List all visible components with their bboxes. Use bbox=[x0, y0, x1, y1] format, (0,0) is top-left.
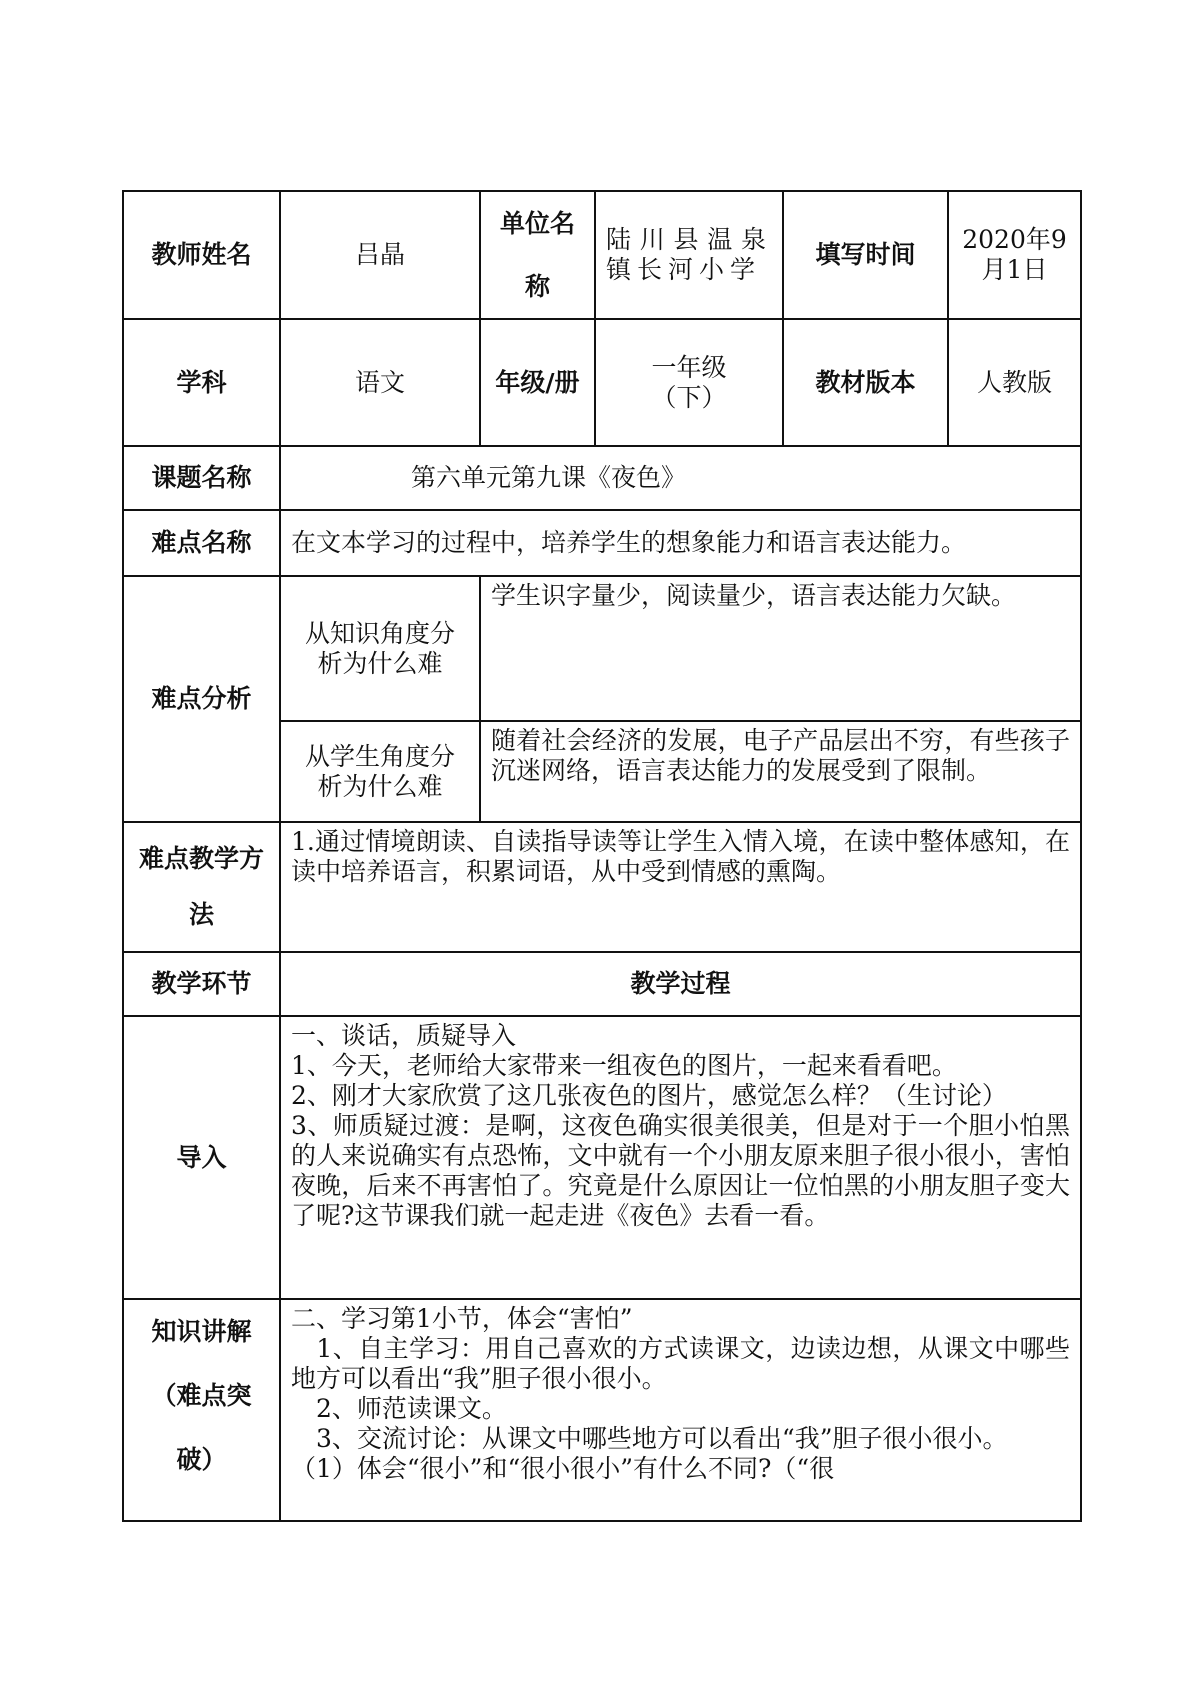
row-topic bbox=[123, 446, 1081, 510]
unit-name-value: 陆川县温泉镇长河小学 bbox=[595, 191, 783, 319]
knowledge-label-line-2: （难点突 bbox=[151, 1381, 252, 1410]
subject-label: 学科 bbox=[123, 319, 280, 446]
knowledge-line: 2、师范读课文。 bbox=[291, 1394, 507, 1423]
row-knowledge bbox=[123, 1299, 1081, 1521]
grade-value bbox=[595, 319, 783, 446]
student-angle-value: 随着社会经济的发展，电子产品层出不穷，有些孩子沉迷网络，语言表达能力的发展受到了限制。 bbox=[480, 721, 1081, 822]
lesson-plan-sheet bbox=[122, 190, 1080, 1522]
knowledge-content bbox=[280, 1299, 1081, 1521]
intro-line: 1、今天，老师给大家带来一组夜色的图片，一起来看看吧。 bbox=[291, 1051, 957, 1080]
difficulty-label: 难点名称 bbox=[123, 510, 280, 576]
analysis-label: 难点分析 bbox=[123, 576, 280, 822]
knowledge-label-line-3: 破） bbox=[176, 1445, 227, 1474]
textbook-label: 教材版本 bbox=[783, 319, 948, 446]
row-difficulty bbox=[123, 510, 1081, 576]
student-angle-label: 从学生角度分析为什么难 bbox=[280, 721, 480, 822]
subject-value: 语文 bbox=[280, 319, 480, 446]
intro-label: 导入 bbox=[123, 1016, 280, 1299]
method-value: 1.通过情境朗读、自读指导读等让学生入情入境，在读中整体感知，在读中培养语言，积累词语，从中受到情感的熏陶。 bbox=[280, 822, 1081, 952]
row-subject bbox=[123, 319, 1081, 446]
difficulty-value: 在文本学习的过程中，培养学生的想象能力和语言表达能力。 bbox=[280, 510, 1081, 576]
row-process-header bbox=[123, 952, 1081, 1016]
process-step-label: 教学环节 bbox=[123, 952, 280, 1016]
knowledge-line: （1）体会“很小”和“很小很小”有什么不同?（“很 bbox=[291, 1454, 835, 1483]
grade-label: 年级/册 bbox=[480, 319, 595, 446]
textbook-value: 人教版 bbox=[948, 319, 1081, 446]
knowledge-angle-label: 从知识角度分析为什么难 bbox=[280, 576, 480, 721]
topic-value: 第六单元第九课《夜色》 bbox=[280, 446, 1081, 510]
row-method bbox=[123, 822, 1081, 952]
knowledge-line: 1、自主学习：用自己喜欢的方式读课文，边读边想，从课文中哪些地方可以看出“我”胆子很小很小。 bbox=[291, 1334, 1070, 1393]
process-header-value: 教学过程 bbox=[280, 952, 1081, 1016]
knowledge-label-line-1: 知识讲解 bbox=[151, 1317, 252, 1346]
knowledge-line: 3、交流讨论：从课文中哪些地方可以看出“我”胆子很小很小。 bbox=[291, 1424, 1008, 1453]
intro-line: 3、师质疑过渡：是啊，这夜色确实很美很美，但是对于一个胆小怕黑的人来说确实有点恐怖，文中就有一个小朋友原来胆子很小很小，害怕夜晚，后来不再害怕了。究竟是什么原因让一位怕黑的小朋友胆子变大了呢?这节课我们就一起走进《夜色》去看一看。 bbox=[291, 1111, 1070, 1230]
row-analysis-knowledge bbox=[123, 576, 1081, 721]
unit-name-label: 单位名称 bbox=[480, 191, 595, 319]
knowledge-angle-value: 学生识字量少，阅读量少，语言表达能力欠缺。 bbox=[480, 576, 1081, 721]
row-intro bbox=[123, 1016, 1081, 1299]
intro-line: 2、刚才大家欣赏了这几张夜色的图片，感觉怎么样？（生讨论） bbox=[291, 1081, 1007, 1110]
topic-label: 课题名称 bbox=[123, 446, 280, 510]
grade-value-line-1: 一年级 bbox=[651, 352, 727, 382]
teacher-name-label: 教师姓名 bbox=[123, 191, 280, 319]
fill-date-label: 填写时间 bbox=[783, 191, 948, 319]
knowledge-line: 二、学习第1小节，体会“害怕” bbox=[291, 1304, 633, 1333]
lesson-plan-table bbox=[122, 190, 1082, 1522]
fill-date-value: 2020年9月1日 bbox=[948, 191, 1081, 319]
row-basic-info bbox=[123, 191, 1081, 319]
teacher-name-value: 吕晶 bbox=[280, 191, 480, 319]
intro-line: 一、谈话，质疑导入 bbox=[291, 1021, 517, 1050]
intro-content bbox=[280, 1016, 1081, 1299]
method-label: 难点教学方法 bbox=[123, 822, 280, 952]
knowledge-label bbox=[123, 1299, 280, 1521]
grade-value-line-2: （下） bbox=[651, 382, 727, 412]
